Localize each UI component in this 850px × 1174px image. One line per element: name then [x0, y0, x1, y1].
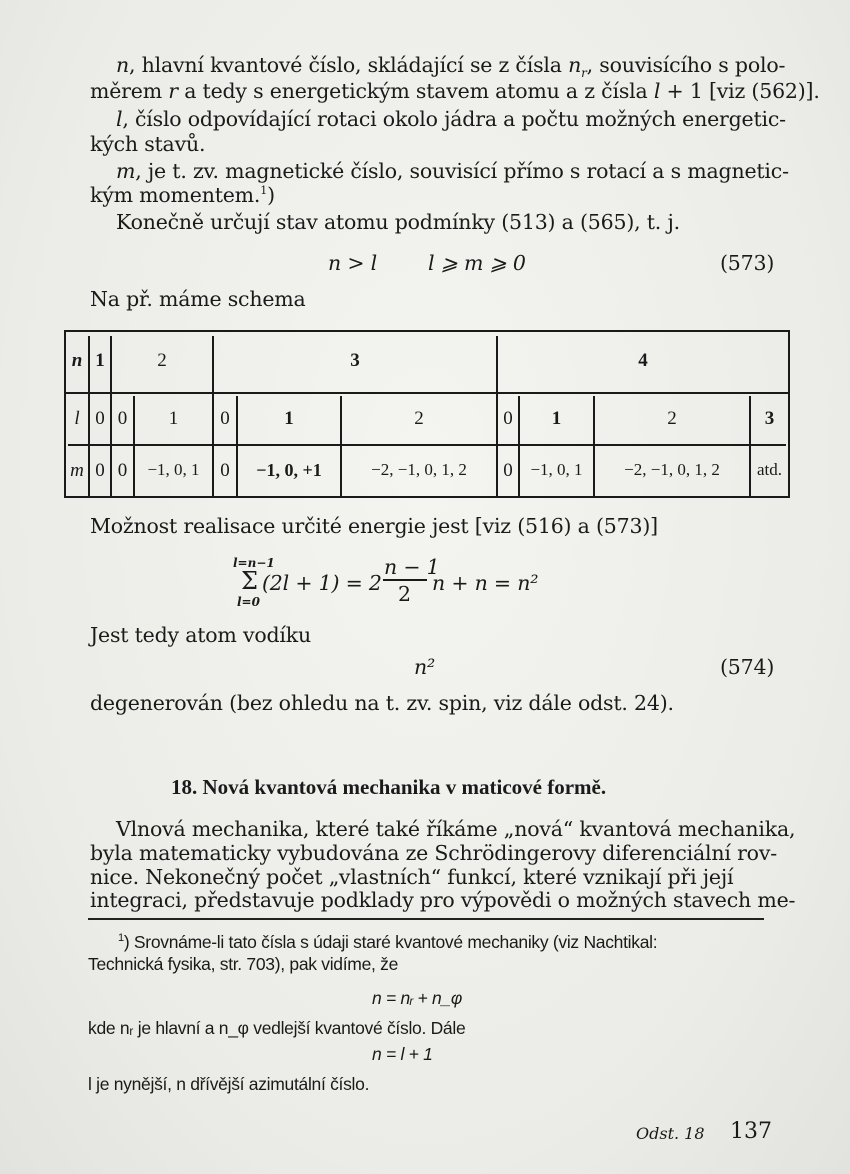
sum-body: (2l + 1) = 2 — [262, 571, 382, 595]
m-value: −2, −1, 0, 1, 2 — [371, 460, 467, 479]
var-r: r — [168, 79, 178, 103]
m-definition-line-2 — [90, 184, 275, 206]
m-definition-line-1 — [116, 160, 789, 182]
sum-lower-limit: l=0 — [237, 595, 260, 609]
quantum-numbers-table — [64, 330, 790, 498]
row-label-l: l — [74, 408, 80, 429]
n-definition-line-2 — [90, 80, 820, 102]
footnote-equation-2: n = l + 1 — [372, 1044, 433, 1064]
fraction-numerator: n − 1 — [384, 555, 440, 579]
l-value: 1 — [551, 408, 562, 429]
row-label-m: m — [70, 460, 84, 481]
l-value: 1 — [168, 408, 179, 429]
m-value: atd. — [756, 460, 783, 479]
var-nr: n — [568, 53, 582, 77]
equation-573-left: n > l — [328, 251, 377, 275]
text: a tedy s energetickým stavem atomu a z čísla — [177, 79, 654, 103]
footnote-line-3: kde nᵣ je hlavní a n_φ vedlejší kvantové číslo. Dále — [88, 1018, 466, 1038]
n-value: 2 — [157, 350, 167, 371]
hydrogen-sentence: Jest tedy atom vodíku — [90, 623, 311, 647]
schema-intro: Na př. máme schema — [90, 287, 306, 311]
var-l: l — [653, 79, 661, 103]
section-line-1: Vlnová mechanika, které také říkáme „nová“ kvantová mechanika, — [116, 817, 796, 841]
n-value: 1 — [95, 350, 105, 371]
equation-574: n² — [414, 655, 436, 679]
text: + 1 [viz (562)]. — [660, 79, 820, 103]
m-value: −1, 0, 1 — [147, 460, 200, 479]
section-heading: 18. Nová kvantová mechanika v maticové formě. — [171, 775, 607, 799]
l-definition-line-1 — [116, 108, 786, 130]
fraction-denominator: 2 — [398, 582, 411, 606]
subscript-r: r — [581, 66, 587, 81]
footnote-rule — [88, 918, 764, 920]
l-value: 3 — [764, 408, 775, 429]
equation-574-number: (574) — [720, 655, 775, 679]
sum-upper-limit: l=n−1 — [233, 556, 275, 570]
m-value: 0 — [503, 460, 513, 481]
page-number: 137 — [730, 1119, 772, 1144]
var-m: m — [116, 159, 136, 183]
table-divider-l — [68, 444, 786, 446]
m-value: −1, 0, +1 — [256, 460, 322, 480]
n-definition-line-1 — [116, 53, 786, 81]
l-value: 2 — [414, 408, 424, 429]
footnote-line-2: Technická fysika, str. 703), pak vidíme, že — [88, 954, 399, 974]
section-reference: Odst. 18 — [636, 1124, 705, 1143]
sum-result: n + n = n² — [432, 571, 539, 595]
row-label-n: n — [71, 350, 83, 371]
n-value: 4 — [638, 350, 648, 371]
equation-573-right: l ⩾ m ⩾ 0 — [428, 251, 526, 275]
var-l: l — [116, 107, 123, 131]
m-value: 0 — [95, 460, 105, 481]
fraction-bar — [383, 579, 427, 581]
n-value: 3 — [350, 350, 360, 371]
degenerate-sentence: degenerován (bez ohledu na t. zv. spin, viz dále odst. 24). — [90, 691, 674, 715]
sum-symbol: Σ — [241, 567, 258, 595]
m-value: 0 — [117, 460, 128, 481]
table-border-top — [64, 330, 790, 332]
possibility-sentence: Možnost realisace určité energie jest [viz (516) a (573)] — [90, 514, 658, 538]
equation-573-number: (573) — [720, 251, 775, 275]
var-n: n — [116, 53, 130, 77]
section-line-3: nice. Nekonečný počet „vlastních“ funkcí, které vznikají při její — [90, 865, 734, 889]
text: ) — [267, 183, 275, 207]
l-value: 1 — [284, 408, 294, 429]
section-line-2: byla matematicky vybudována ze Schrödingerovy diferenciální rov- — [90, 841, 777, 865]
section-line-4: integraci, představuje podklady pro výpovědi o možných stavech me- — [90, 888, 796, 912]
text: ) Srovnáme-li tato čísla s údaji staré kvantové mechaniky (viz Nachtikal: — [123, 932, 658, 952]
l-value: 0 — [95, 408, 105, 429]
m-value: −2, −1, 0, 1, 2 — [624, 460, 720, 479]
l-value: 2 — [667, 408, 677, 429]
table-border-right — [788, 330, 790, 498]
text: měrem — [90, 79, 169, 103]
text: , hlavní kvantové číslo, skládající se z čísla — [129, 53, 569, 77]
conditions-sentence: Konečně určují stav atomu podmínky (513) a (565), t. j. — [116, 210, 680, 234]
l-value: 0 — [503, 408, 513, 429]
l-value: 0 — [220, 408, 230, 429]
footnote-marker: 1 — [118, 932, 124, 945]
text: kým momentem. — [90, 183, 261, 207]
footnote-line-1 — [118, 932, 657, 952]
table-divider-n — [66, 392, 788, 394]
footnote-reference[interactable]: 1 — [260, 184, 268, 198]
m-value: 0 — [220, 460, 230, 481]
m-value: −1, 0, 1 — [530, 460, 583, 479]
text: , je t. zv. magnetické číslo, souvisící přímo s rotací a s magnetic- — [135, 159, 789, 183]
text: , číslo odpovídající rotaci okolo jádra a počtu možných energetic- — [122, 107, 786, 131]
l-value: 0 — [117, 408, 128, 429]
table-border-bottom — [64, 496, 790, 498]
l-definition-line-2: kých stavů. — [90, 132, 206, 156]
footnote-line-4: l je nynější, n dřívější azimutální číslo. — [88, 1074, 370, 1094]
footnote-equation-1: n = nᵣ + n_φ — [372, 988, 462, 1008]
text: , souvisícího s polo- — [586, 53, 786, 77]
